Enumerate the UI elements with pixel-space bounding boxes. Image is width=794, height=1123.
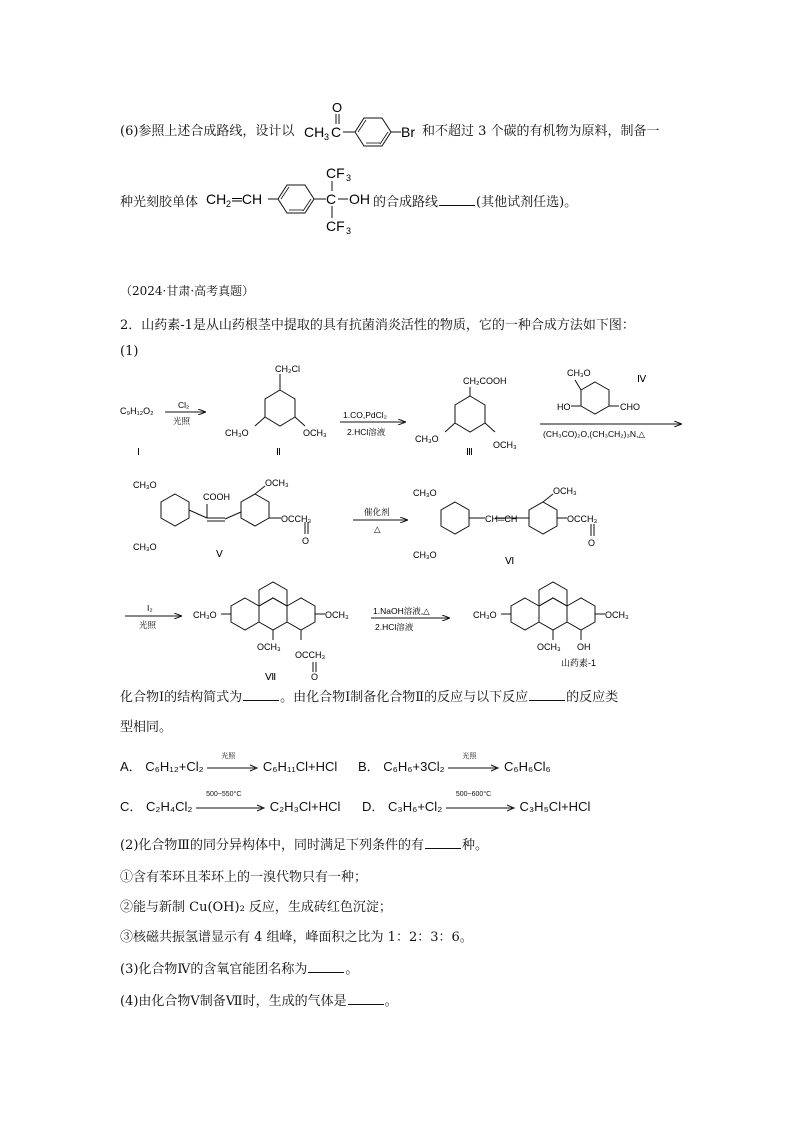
cmpd7-ch3o: CH₃O — [193, 610, 217, 620]
condition-3: ③核磁共振氢谱显示有 4 组峰，峰面积之比为 1：2：3：6。 — [120, 930, 473, 945]
source-tag: （2024·甘肃·高考真题） — [120, 284, 255, 298]
option-d-left: C₃H₆+Cl₂ — [388, 799, 443, 814]
q4-line — [120, 990, 398, 1009]
cmpd5-label: Ⅴ — [216, 549, 223, 560]
option-b-right: C₆H₆Cl₆ — [503, 759, 551, 774]
arrow4-top: 催化剂 — [364, 507, 390, 517]
cmpd6-och3: OCH₃ — [553, 486, 577, 496]
q6-product-cf3-bot: CF — [326, 218, 345, 234]
cmpd2-group: CH₂Cl — [275, 364, 300, 374]
q4-text-b: 。 — [384, 994, 398, 1009]
arrow1-top: Cl₂ — [178, 400, 190, 410]
cmpd3-och3: OCH₃ — [493, 440, 517, 450]
q6-prefix: (6)参照上述合成路线，设计以 — [120, 124, 295, 139]
option-a-arrow — [207, 753, 259, 771]
arrow2-bot: 2.HCl溶液 — [347, 427, 386, 437]
cmpd5-cooh: COOH — [203, 492, 230, 502]
cmpd7-och3-right: OCH₃ — [325, 610, 349, 620]
q3-text-a: (3)化合物Ⅳ的含氧官能团名称为 — [120, 962, 308, 977]
cmpd7-oac: OCCH₃ — [295, 650, 326, 660]
q6-product-ch2: CH — [206, 191, 227, 207]
cmpd2-och3: OCH₃ — [303, 428, 327, 438]
cmpd7-och3-bottom: OCH₃ — [257, 642, 281, 652]
option-a-right: C₆H₁₁Cl+HCl — [262, 759, 338, 774]
cmpd3-group: CH₂COOH — [463, 376, 507, 386]
q6-product-sub3b: 3 — [346, 226, 352, 235]
final-oh: OH — [577, 642, 591, 652]
q1-text-c: 的反应类 — [566, 690, 619, 705]
q2-intro: 2．山药素-1是从山药根茎中提取的具有抗菌消炎活性的物质，它的一种合成方法如下图： — [120, 318, 635, 333]
answer-blank-q2[interactable] — [425, 836, 461, 849]
q6-product-c: C — [326, 191, 337, 207]
option-b-cond: 光照 — [462, 753, 477, 760]
final-label: 山药素-1 — [561, 658, 597, 668]
cmpd2-label: Ⅱ — [276, 447, 281, 458]
answer-blank-q3[interactable] — [308, 960, 344, 973]
cmpd6-ch: CH═CH — [485, 514, 518, 524]
q3-text-b: 。 — [345, 962, 359, 977]
arrow6-top: 1.NaOH溶液,△ — [373, 606, 430, 616]
option-b-label: B． — [358, 759, 380, 774]
cmpd4-ch3o: CH₃O — [567, 368, 591, 378]
cmpd4-structure — [571, 380, 619, 414]
q1-text-b: 。由化合物Ⅰ制备化合物Ⅱ的反应与以下反应 — [280, 690, 529, 705]
cmpd3-ch3o: CH₃O — [415, 434, 439, 444]
q6-suffix: 和不超过 3 个碳的有机物为原料，制备一 — [422, 124, 660, 139]
option-a-left: C₆H₁₂+Cl₂ — [145, 759, 204, 774]
cmpd4-label: Ⅳ — [637, 374, 647, 385]
reaction-scheme — [115, 362, 685, 682]
cmpd5-ch3o-top: CH₃O — [133, 480, 157, 490]
q6-product-eq: ═CH — [232, 191, 263, 207]
q6-product-cf3-top: CF — [326, 165, 345, 181]
q1-text-a: 化合物Ⅰ的结构简式为 — [120, 690, 243, 705]
cmpd6-label: Ⅵ — [505, 556, 515, 567]
arrow5-top: I₂ — [147, 603, 153, 613]
cmpd6-oac: OCCH₃ — [567, 514, 598, 524]
answer-blank-q1a[interactable] — [243, 688, 279, 701]
option-d-cond: 500~600°C — [455, 791, 492, 798]
arrow4-bot: △ — [374, 524, 381, 534]
option-d-right: C₃H₅Cl+HCl — [519, 799, 591, 814]
q1-line2: 型相同。 — [120, 720, 173, 735]
q6-line2-prefix: 种光刻胶单体 — [120, 195, 199, 210]
option-c-right: C₂H₃Cl+HCl — [269, 799, 341, 814]
arrow5-bot: 光照 — [139, 620, 157, 630]
cmpd6-ch3o-top: CH₃O — [413, 488, 437, 498]
cmpd1-formula: C₉H₁₂O₂ — [120, 406, 154, 416]
q3-line — [120, 958, 358, 977]
q6-reactant-sub3: 3 — [324, 132, 330, 142]
final-product-structure — [501, 582, 605, 640]
option-a-cond: 光照 — [221, 753, 236, 760]
q6-product-sub2: 2 — [226, 199, 232, 209]
q6-reactant-ch3: CH — [304, 124, 325, 140]
arrow3-bot: (CH₃CO)₂O,(CH₃CH₂)₃N,△ — [543, 429, 645, 439]
option-c-left: C₂H₄Cl₂ — [146, 799, 193, 814]
q6-reactant-c: C — [331, 124, 342, 140]
final-och3-right: OCH₃ — [605, 610, 629, 620]
option-b-left: C₆H₆+3Cl₂ — [383, 759, 445, 774]
q6-line1 — [120, 120, 294, 139]
option-c-label: C． — [120, 799, 143, 814]
cmpd5-structure — [161, 486, 308, 534]
cmpd5-ch3o-bot: CH₃O — [133, 542, 157, 552]
option-d-arrow — [446, 791, 516, 811]
part1-label: (1) — [120, 344, 139, 359]
q6-product-oh: OH — [349, 191, 370, 207]
cmpd5-oac: OCCH₃ — [281, 514, 312, 524]
option-b[interactable] — [358, 753, 551, 775]
cmpd2-ch3o: CH₃O — [225, 428, 249, 438]
q6-line2-suffix — [373, 191, 577, 210]
cmpd5-carbonyl-o: O — [302, 536, 310, 546]
option-a-label: A． — [120, 759, 142, 774]
answer-blank-q1b[interactable] — [529, 688, 565, 701]
arrow6-bot: 2.HCl溶液 — [375, 622, 414, 632]
answer-blank-q6[interactable] — [439, 193, 475, 206]
cmpd4-ho: HO — [557, 402, 571, 412]
q1-line1 — [120, 686, 618, 705]
option-c-arrow — [196, 791, 266, 811]
cmpd5-och3: OCH₃ — [265, 478, 289, 488]
condition-2: ②能与新制 Cu(OH)₂ 反应，生成砖红色沉淀； — [120, 900, 392, 915]
cmpd4-cho: CHO — [620, 402, 640, 412]
cmpd1-label: Ⅰ — [137, 447, 140, 458]
arrow1-bot: 光照 — [173, 416, 191, 426]
cmpd6-carbonyl-o: O — [588, 538, 596, 548]
option-c-cond: 500~550°C — [206, 791, 242, 798]
option-d[interactable] — [362, 791, 591, 815]
cmpd7-label: Ⅶ — [265, 672, 277, 682]
q6-line2 — [120, 191, 198, 210]
option-a[interactable] — [120, 753, 338, 775]
answer-blank-q4[interactable] — [348, 992, 384, 1005]
condition-1: ①含有苯环且苯环上的一溴代物只有一种； — [120, 870, 368, 885]
cmpd3-structure — [445, 387, 495, 432]
q6-line2-suffix-a: 的合成路线 — [373, 195, 439, 210]
q6-reactant-o: O — [332, 100, 343, 115]
q6-line1-suffix — [422, 120, 660, 139]
q6-line2-suffix-b: (其他试剂任选)。 — [476, 195, 578, 210]
cmpd6-ch3o-bot: CH₃O — [413, 550, 437, 560]
option-c[interactable] — [120, 791, 341, 815]
q4-text-a: (4)由化合物Ⅴ制备Ⅶ时，生成的气体是 — [120, 994, 347, 1009]
q2-text-a: (2)化合物Ⅲ的同分异构体中，同时满足下列条件的有 — [120, 838, 424, 853]
final-ch3o: CH₃O — [473, 610, 497, 620]
q2-text-b: 种。 — [461, 838, 488, 853]
cmpd3-label: Ⅲ — [466, 447, 473, 458]
option-b-arrow — [448, 753, 500, 771]
q2-line — [120, 834, 488, 853]
arrow2-top: 1.CO,PdCl₂ — [343, 410, 387, 420]
cmpd7-carbonyl-o: O — [311, 672, 319, 682]
option-d-label: D． — [362, 799, 385, 814]
q6-reactant-br: Br — [401, 124, 415, 140]
final-och3-bottom: OCH₃ — [537, 642, 561, 652]
cmpd2-structure — [255, 374, 305, 426]
q6-reactant-structure — [300, 100, 425, 152]
q6-product-sub3a: 3 — [346, 173, 352, 183]
